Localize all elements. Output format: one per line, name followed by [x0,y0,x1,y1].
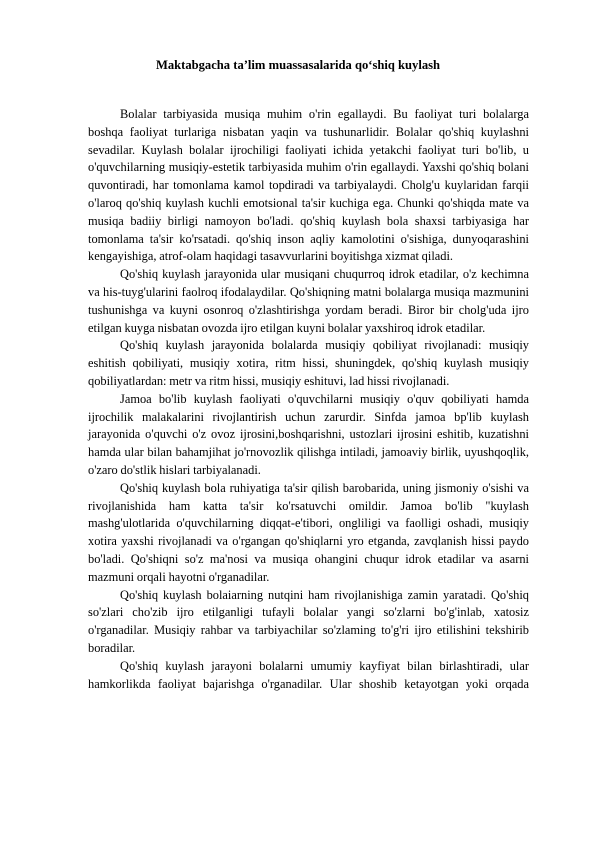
paragraph-2: Qo'shiq kuylash jarayonida ular musiqani chuqurroq idrok etadilar, o'z kechimna va his-tuyg'ularini faolroq ifodalaydilar. Qo'shiqning matni bolalarga musiqa mazmunini tushunishga va kuyni osonroq o'zlashtirishga yordam beradi. Biror bir cholg'uda ijro etilgan kuyga nisbatan ovozda ijro etilgan kuyni bolalar yaxshiroq idrok etadilar. [88,267,529,335]
document-body [88,106,529,693]
paragraph-4: Jamoa bo'lib kuylash faoliyati o'quvchilarni musiqiy o'quv qobiliyati hamda ijrochilik malakalarini rivojlantirish uchun zarurdir. Sinfda jamoa bp'lib kuylash jarayonida o'quvchi o'z ovoz ijrosini,boshqarishni, ustozlari ijrosini eshitib, kuzatishni hamda ular bilan bahamjihat jo'rnovozlik qilishga intiladi, jamoaviy birlik, uyushqoqlik, o'zaro do'stlik hislari tarbiyalanadi. [88,391,529,477]
page-title: Maktabgacha ta’lim muassasalarida qo‘shiq kuylash [155,58,441,72]
paragraph-6: Qo'shiq kuylash bolaiarning nutqini ham rivojlanishiga zamin yaratadi. Qo'shiq so'zlari cho'zib ijro etilganligi tufayli bolalar yangi so'zlarni bo'g'inlab, xatosiz o'rganadilar. Musiqiy rahbar va tarbiyachilar so'zlaming to'g'ri ijro etilishini tekshirib boradilar. [88,587,529,655]
paragraph-5: Qo'shiq kuylash bola ruhiyatiga ta'sir qilish barobarida, uning jismoniy o'sishi va rivojlanishida ham katta ta'sir ko'rsatuvchi omildir. Jamoa bo'lib "kuylash mashg'ulotlarida o'quvchilarning diqqat-e'tibori, ongliligi va faolligi oshadi, musiqiy xotira yaxshi rivojlanadi va o'rgangan qo'shiqlarni yro etganda, zavqlanish hissi paydo bo'ladi. Qo'shiqni so'z ma'nosi va musiqa ohangini chuqur idrok etadilar va asarni mazmuni orqali hayotni o'rganadilar. [88,480,529,584]
paragraph-7: Qo'shiq kuylash jarayoni bolalarni umumiy kayfiyat bilan birlashtiradi, ular hamkorlikda faoliyat bajarishga o'rganadilar. Ular shoshib ketayotgan yoki orqada [88,658,529,691]
paragraph-3: Qo'shiq kuylash jarayonida bolalarda musiqiy qobiliyat rivojlanadi: musiqiy eshitish qobiliyati, musiqiy xotira, ritm hissi, shuningdek, qo'shiq kuylash musiqiy qobiliyatlardan: metr va ritm hissi, musiqiy eshituvi, lad hissi rivojlanadi. [88,338,529,388]
paragraph-1: Bolalar tarbiyasida musiqa muhim o'rin egallaydi. Bu faoliyat turi bolalarga boshqa faoliyat turlariga nisbatan yaqin va tushunarlidir. Bolalar qo'shiq kuylashni sevadilar. Kuylash bolalar ijrochiligi faoliyati ichida yetakchi faoliyat turi bo'lib, u o'quvchilarning musiqiy-estetik tarbiyasida muhim o'rin egallaydi. Yaxshi qo'shiq bolani quvontiradi, har tomonlama kamol topdiradi va tarbiyalaydi. Cholg'u kuylaridan farqii o'laroq qo'shiq kuylash kuchli emotsional ta'sir kuchiga ega. Chunki qo'shiqda mate va musiqa badiiy birligi namoyon bo'ladi. qo'shiq kuylash bola shaxsi tarbiyasiga har tomonlama ta'sir ko'rsatadi. qo'shiq inson aqliy kamolotini o'sishiga, dunyoqarashini kengayishiga, atrof-olam haqidagi tasavvurlarini boyitishga xizmat qiladi. [88,107,529,264]
